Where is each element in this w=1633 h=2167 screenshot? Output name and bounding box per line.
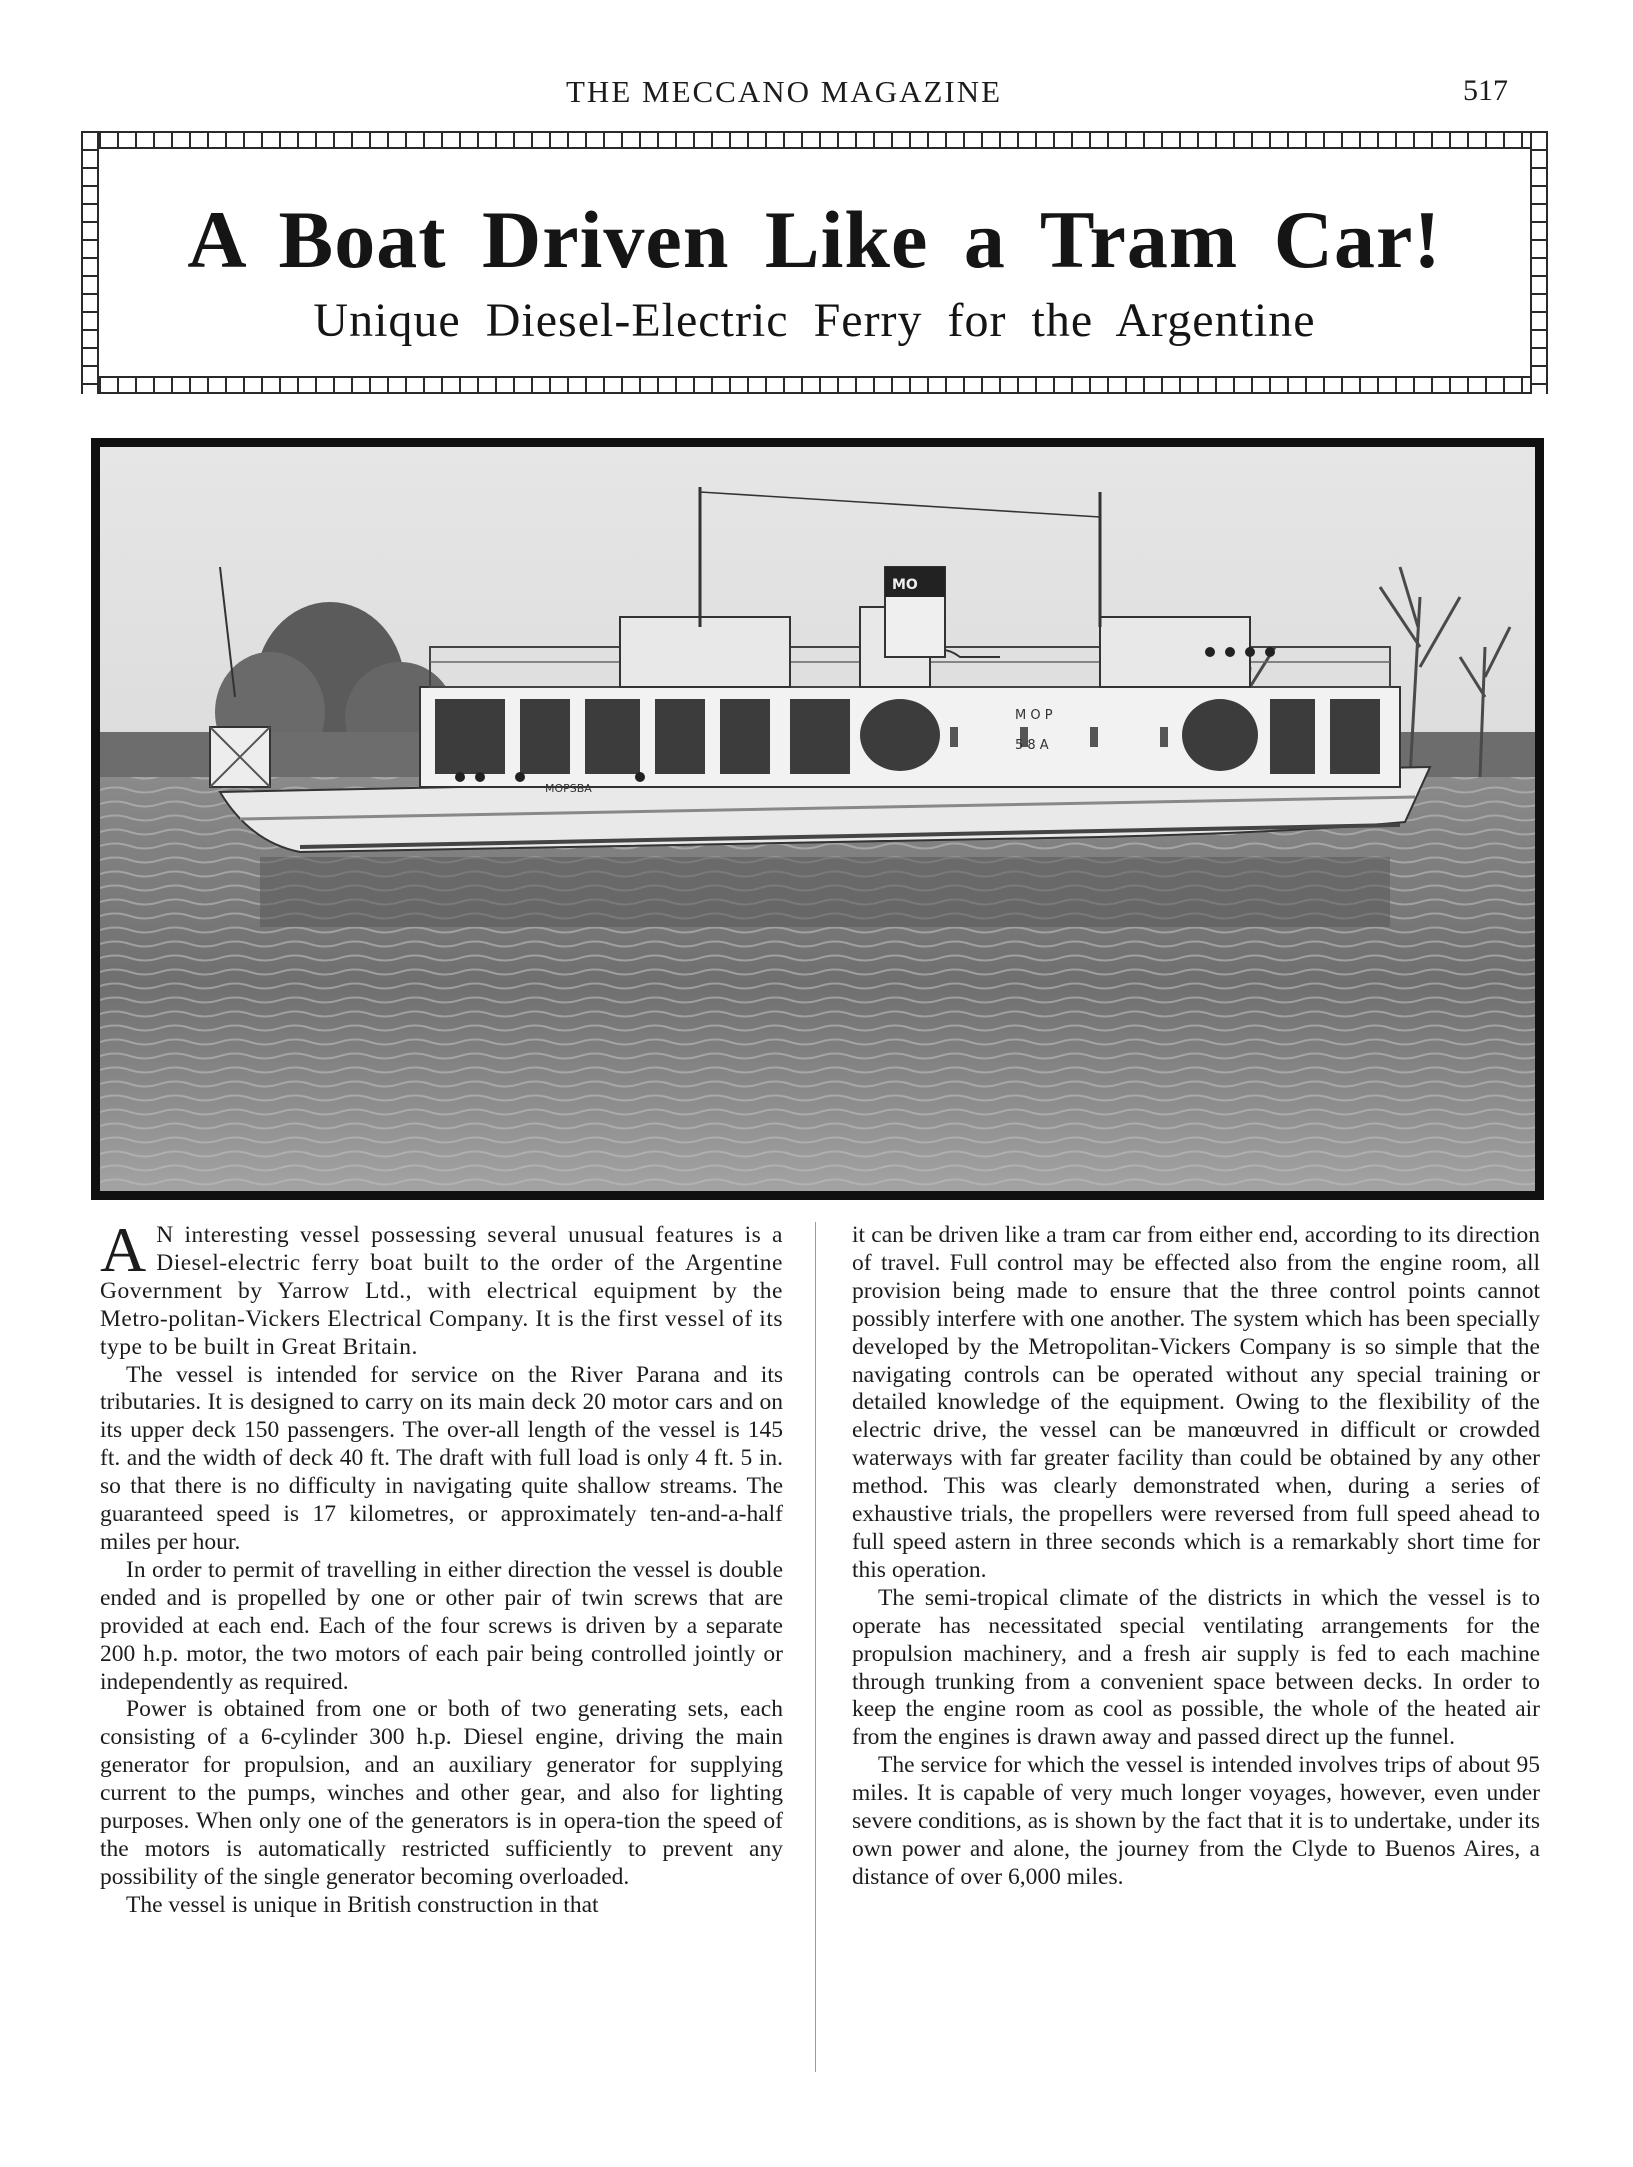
ferry-photograph	[91, 438, 1544, 1200]
cabin-lettering-top: M O P	[1015, 708, 1053, 723]
ferry-boat-illustration	[100, 447, 1535, 1191]
paragraph-7: The service for which the vessel is intended involves trips of about 95 miles. It is capable of very much longer voyages, however, even under severe conditions, as is shown by the fact that it is to undertake, under its own power and alone, the journey from the Clyde to Buenos Aires, a distance of over 6,000 miles.	[852, 1752, 1540, 1890]
main-deck-cabin	[420, 687, 1400, 795]
running-head	[0, 74, 1633, 114]
funnel-lettering: MO	[892, 577, 918, 593]
article-column-right	[852, 1222, 1540, 1892]
article-headline: A Boat Driven Like a Tram Car!	[187, 194, 1442, 285]
paragraph-5: The vessel is unique in British construction in that	[126, 1891, 599, 1918]
column-divider	[815, 1222, 816, 2072]
article-subheadline: Unique Diesel-Electric Ferry for the Argentine	[313, 294, 1316, 347]
funnel	[885, 567, 945, 657]
title-box	[81, 131, 1548, 394]
paragraph-3: In order to permit of travelling in either direction the vessel is double ended and is propelled by one or other pair of twin screws that are provided at each end. Each of the four screws is driven by a separate 200 h.p. motor, the two motors of each pair being controlled jointly or independently as required.	[100, 1556, 783, 1695]
page-number: 517	[1463, 74, 1508, 107]
paragraph-5-continued: it can be driven like a tram car from either end, according to its direction of travel. Full control may be effected also from the engine room, all provision being made to ensure that the three control points cannot possibly interfere with one another. The system which has been specially developed by the Metropolitan-Vickers Company is so simple that the navigating controls can be operated without any special training or detailed knowledge of the equipment. Owing to the flexibility of the electric drive, the vessel can be manœuvred in difficult or crowded waterways with far greater facility than could be obtained by any other method. This was clearly demonstrated when, during a series of exhaustive trials, the propellers were reversed from full speed ahead to full speed astern in three seconds which is a remarkably short time for this operation.	[852, 1222, 1540, 1583]
paragraph-1-text: N interesting vessel possessing several unusual features is a Diesel-electric ferry boat built to the order of the Argentine Government by Yarrow Ltd., with electrical equipment by the Metro-politan-Vickers Electrical Company. It is the first vessel of its type to be built in Great Britain.	[100, 1222, 783, 1360]
border-top-decoration	[81, 131, 1548, 149]
paragraph-4: Power is obtained from one or both of two generating sets, each consisting of a 6-cylinder 300 h.p. Diesel engine, driving the main generator for propulsion, and an auxiliary generator for supplying current to the pumps, winches and other gear, and also for lighting purposes. When only one of the generators is in opera-tion the speed of the motors is automatically restricted sufficiently to prevent any possibility of the single generator becoming overloaded.	[100, 1696, 783, 1890]
cabin-lettering-bottom: 5 8 A	[1015, 738, 1049, 753]
bow-gate	[210, 727, 270, 787]
paragraph-6: The semi-tropical climate of the districts in which the vessel is to operate has necessitated special ventilating arrangements for the propulsion machinery, and a fresh air supply is fed to each machine through trunking from a convenient space between decks. In order to keep the engine room as cool as possible, the whole of the heated air from the engines is drawn away and passed direct up the funnel.	[852, 1584, 1540, 1751]
paragraph-2: The vessel is intended for service on the River Parana and its tributaries. It is designed to carry on its main deck 20 motor cars and on its upper deck 150 passengers. The over-all length of the vessel is 145 ft. and the width of deck 40 ft. The draft with full load is only 4 ft. 5 in. so that there is no difficulty in navigating quite shallow streams. The guaranteed speed is 17 kilometres, or approximately ten-and-a-half miles per hour.	[100, 1361, 783, 1555]
paragraph-1	[100, 1214, 783, 1362]
border-bottom-decoration	[81, 376, 1548, 394]
hull-lettering: MOPSBA	[545, 782, 592, 795]
magazine-title: THE MECCANO MAGAZINE	[566, 74, 1003, 109]
drop-cap: A	[100, 1214, 147, 1285]
article-column-left	[100, 1214, 783, 1920]
